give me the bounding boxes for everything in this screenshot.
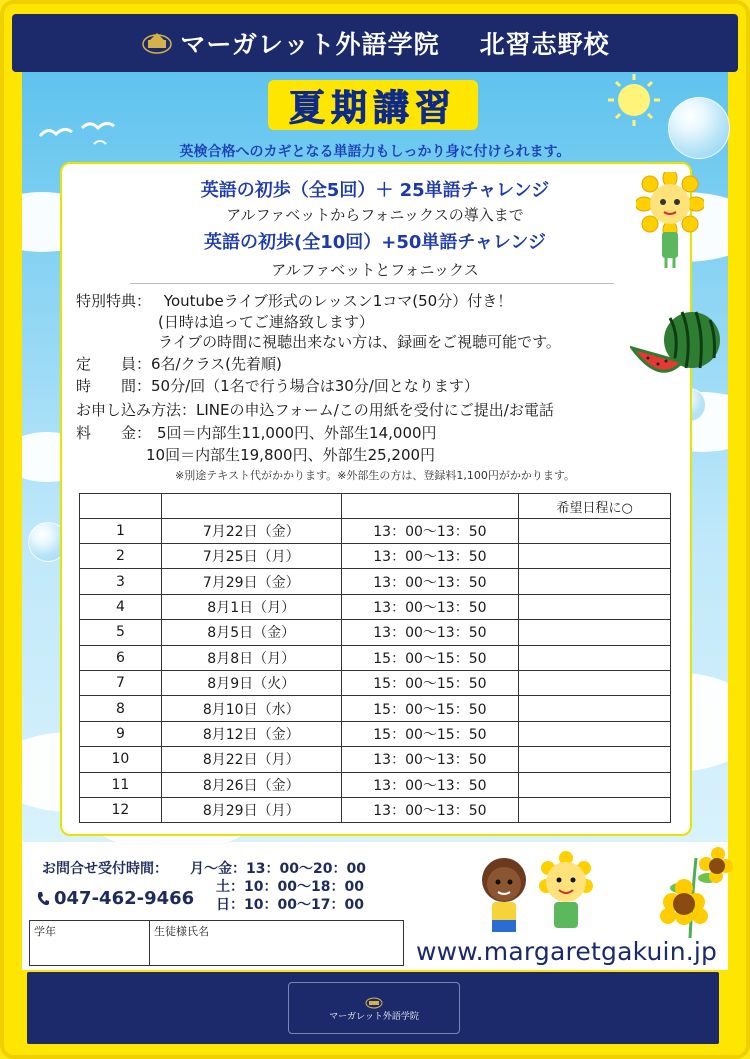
hours-weekday: 月〜金：13：00〜20：00 — [190, 861, 366, 877]
apply-value: LINEの申込フォーム/この用紙を受付にご提出/お電話 — [196, 401, 554, 419]
time-cell: 13：00〜13：50 — [341, 569, 519, 594]
date-cell: 8月26日（金） — [161, 772, 341, 797]
header-cell-preference: 希望日程に○ — [519, 494, 671, 519]
date-cell: 8月5日（金） — [161, 620, 341, 645]
preference-cell[interactable] — [519, 544, 671, 569]
time-cell: 13：00〜13：50 — [341, 544, 519, 569]
hours-label: お問合せ受付時間： — [42, 861, 168, 877]
children-illustration-icon — [474, 848, 604, 938]
date-cell: 8月9日（火） — [161, 670, 341, 695]
course-1-title: 英語の初歩（全5回）＋ 25単語チャレンジ — [200, 180, 550, 201]
time-cell: 13：00〜13：50 — [341, 747, 519, 772]
table-row — [80, 620, 671, 645]
footer-logo — [288, 982, 460, 1034]
session-number-cell: 7 — [80, 670, 162, 695]
date-cell: 8月29日（月） — [161, 797, 341, 822]
table-row — [80, 569, 671, 594]
preference-cell[interactable] — [519, 747, 671, 772]
session-number-cell: 6 — [80, 645, 162, 670]
table-row — [80, 797, 671, 822]
bonus-line-3: ライブの時間に視聴出来ない方は、録画をご視聴可能です。 — [158, 333, 561, 351]
student-name-field[interactable] — [150, 921, 403, 965]
session-number-cell: 12 — [80, 797, 162, 822]
course-2-desc: アルファベットとフォニックス — [271, 261, 479, 279]
crest-icon — [140, 30, 174, 56]
preference-cell[interactable] — [519, 620, 671, 645]
time-value: 50分/回（1名で行う場合は30分/回となります） — [151, 377, 479, 395]
date-cell: 8月10日（水） — [161, 696, 341, 721]
course-2-title: 英語の初歩(全10回）+50単語チャレンジ — [204, 232, 546, 253]
table-row — [80, 772, 671, 797]
preference-cell[interactable] — [519, 721, 671, 746]
header-cell — [341, 494, 519, 519]
preference-cell[interactable] — [519, 645, 671, 670]
fee-row — [76, 423, 437, 444]
date-cell: 7月25日（月） — [161, 544, 341, 569]
date-cell: 8月8日（月） — [161, 645, 341, 670]
table-row — [80, 519, 671, 544]
phone-row[interactable] — [36, 888, 194, 909]
school-name: マーガレット外語学院 — [180, 30, 440, 59]
time-cell: 15：00〜15：50 — [341, 721, 519, 746]
time-cell: 13：00〜13：50 — [341, 797, 519, 822]
hours-saturday: 土：10：00〜18：00 — [216, 879, 364, 895]
header-cell — [80, 494, 162, 519]
campus-name: 北習志野校 — [479, 30, 610, 59]
footer-logo-text: マーガレット外語学院 — [329, 1011, 419, 1022]
date-cell: 8月1日（月） — [161, 594, 341, 619]
bonus-label: 特別特典： — [76, 292, 152, 310]
session-number-cell: 5 — [80, 620, 162, 645]
preference-cell[interactable] — [519, 519, 671, 544]
time-cell: 13：00〜13：50 — [341, 594, 519, 619]
time-cell: 13：00〜13：50 — [341, 772, 519, 797]
capacity-row — [76, 354, 282, 375]
apply-label: お申し込み方法： — [76, 401, 197, 419]
hours-sunday: 日：10：00〜17：00 — [216, 897, 364, 913]
table-row — [80, 544, 671, 569]
time-row — [76, 376, 479, 397]
date-cell: 8月12日（金） — [161, 721, 341, 746]
divider — [130, 283, 614, 284]
table-row — [80, 721, 671, 746]
website-link[interactable]: www.margaretgakuin.jp — [416, 937, 718, 966]
preference-cell[interactable] — [519, 594, 671, 619]
crest-icon — [364, 995, 384, 1009]
sunflower-icon — [650, 818, 734, 938]
fee-label: 料 金： — [76, 424, 152, 442]
header-cell — [161, 494, 341, 519]
apply-row — [76, 400, 554, 421]
application-form[interactable] — [29, 920, 404, 966]
student-name-label: 生徒様氏名 — [154, 925, 209, 938]
session-number-cell: 1 — [80, 519, 162, 544]
table-row — [80, 594, 671, 619]
date-cell: 7月22日（金） — [161, 519, 341, 544]
session-number-cell: 3 — [80, 569, 162, 594]
grade-field[interactable] — [30, 921, 150, 965]
time-cell: 15：00〜15：50 — [341, 670, 519, 695]
session-number-cell: 2 — [80, 544, 162, 569]
date-cell: 8月22日（月） — [161, 747, 341, 772]
preference-cell[interactable] — [519, 797, 671, 822]
schedule-table — [79, 493, 671, 823]
phone-icon — [36, 891, 50, 907]
fee-5: 5回＝内部生11,000円、外部生14,000円 — [157, 424, 437, 442]
bonus-text: Youtubeライブ形式のレッスン1コマ(50分）付き！ — [163, 292, 513, 310]
preference-cell[interactable] — [519, 696, 671, 721]
date-cell: 7月29日（金） — [161, 569, 341, 594]
table-row — [80, 645, 671, 670]
time-cell: 15：00〜15：50 — [341, 645, 519, 670]
table-row — [80, 670, 671, 695]
preference-cell[interactable] — [519, 569, 671, 594]
session-number-cell: 11 — [80, 772, 162, 797]
table-row — [80, 747, 671, 772]
bonus-line-2: (日時は追ってご連絡致します） — [158, 313, 374, 331]
table-header-row — [80, 494, 671, 519]
capacity-value: 6名/クラス(先着順) — [151, 355, 282, 373]
time-cell: 15：00〜15：50 — [341, 696, 519, 721]
phone-number: 047-462-9466 — [54, 888, 195, 909]
time-cell: 13：00〜13：50 — [341, 620, 519, 645]
page-title: 夏期講習 — [288, 87, 457, 129]
session-number-cell: 9 — [80, 721, 162, 746]
fee-note: ※別途テキスト代がかかります。※外部生の方は、登録料1,100円がかかります。 — [175, 469, 575, 482]
session-number-cell: 8 — [80, 696, 162, 721]
session-number-cell: 10 — [80, 747, 162, 772]
session-number-cell: 4 — [80, 594, 162, 619]
capacity-label: 定 員： — [76, 355, 152, 373]
fee-10: 10回＝内部生19,800円、外部生25,200円 — [146, 446, 436, 464]
title-badge — [268, 80, 478, 130]
course-1-desc: アルファベットからフォニックスの導入まで — [226, 206, 524, 224]
bonus-row — [76, 291, 512, 312]
header-bar — [12, 14, 738, 72]
subtitle: 英検合格へのカギとなる単語力もしっかり身に付けられます。 — [179, 144, 571, 160]
time-cell: 13：00〜13：50 — [341, 519, 519, 544]
table-row — [80, 696, 671, 721]
grade-label: 学年 — [34, 925, 56, 938]
preference-cell[interactable] — [519, 772, 671, 797]
preference-cell[interactable] — [519, 670, 671, 695]
time-label: 時 間： — [76, 377, 152, 395]
watermelon-icon — [630, 306, 722, 382]
